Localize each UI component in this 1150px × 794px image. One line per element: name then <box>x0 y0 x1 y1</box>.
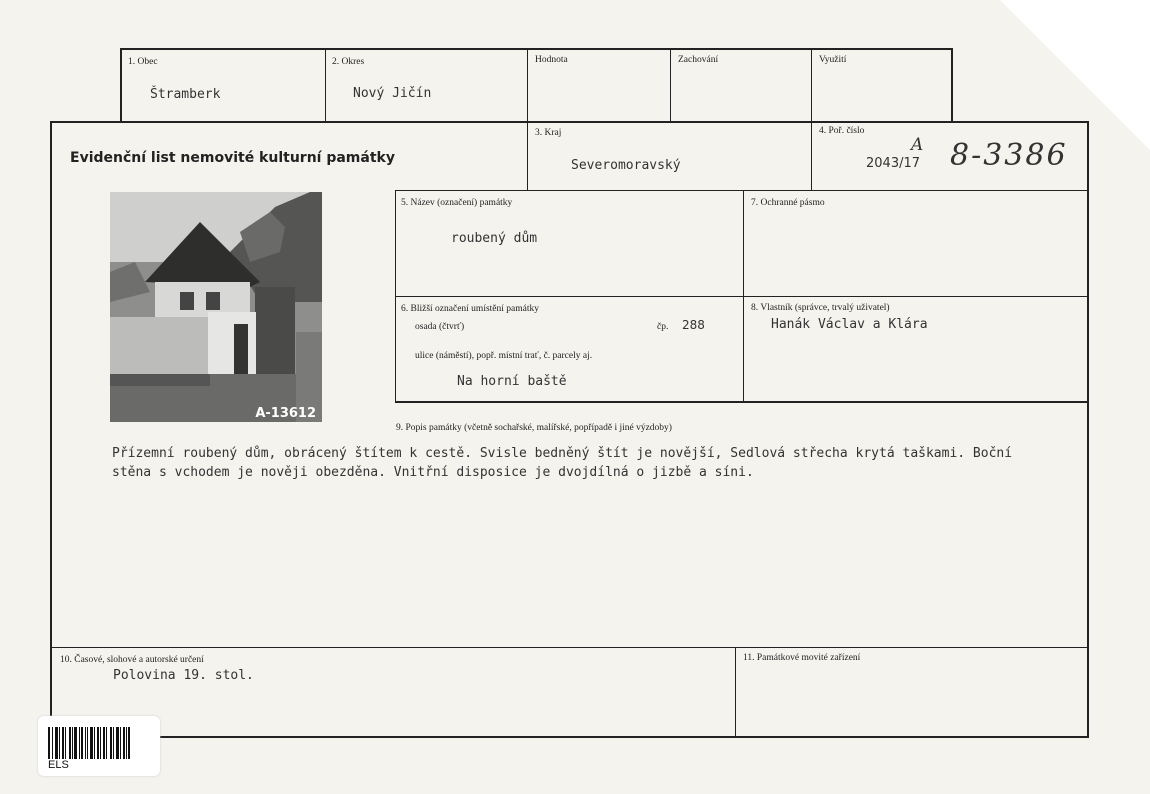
label-vlastnik: 8. Vlastník (správce, trvalý uživatel) <box>751 303 890 313</box>
value-vlastnik: Hanák Václav a Klára <box>771 317 928 332</box>
value-cp: 288 <box>682 318 705 332</box>
label-kraj: 3. Kraj <box>535 128 562 138</box>
house-photo-image <box>110 192 322 422</box>
label-movite: 11. Památkové movité zařízení <box>743 653 861 663</box>
rule <box>50 647 1089 648</box>
barcode-icon <box>48 727 148 759</box>
value-obec: Štramberk <box>150 87 221 102</box>
rule <box>325 48 326 123</box>
value-okres: Nový Jičín <box>353 86 432 101</box>
label-casove: 10. Časové, slohové a autorské určení <box>60 655 204 665</box>
label-hodnota: Hodnota <box>535 55 568 65</box>
label-zachovani: Zachování <box>678 55 719 65</box>
rule <box>50 121 1089 123</box>
rule <box>527 48 528 191</box>
value-popis-line2: stěna s vchodem je nověji obezděna. Vnitřní disposice je dvojdílná o jizbě a síni. <box>112 465 754 480</box>
value-casove: Polovina 19. stol. <box>113 668 254 683</box>
rule <box>120 48 953 50</box>
label-ulice: ulice (náměstí), popř. místní trať, č. parcely aj. <box>415 351 593 361</box>
rule <box>50 736 1089 738</box>
rule <box>811 48 812 191</box>
rule <box>395 190 1089 191</box>
label-cp: čp. <box>657 322 669 332</box>
value-kraj: Severomoravský <box>571 158 681 173</box>
barcode-sticker <box>38 716 160 776</box>
label-osada: osada (čtvrť) <box>415 322 465 332</box>
value-por-cislo-handwritten: 8-3386 <box>950 138 1068 173</box>
form-title: Evidenční list nemovité kulturní památky <box>70 150 395 166</box>
label-ochranne-pasmo: 7. Ochranné pásmo <box>751 198 825 208</box>
value-nazev: roubený dům <box>451 231 538 246</box>
label-nazev: 5. Název (označení) památky <box>401 198 513 208</box>
label-vyuziti: Využití <box>819 55 847 65</box>
rule <box>670 48 671 121</box>
label-okres: 2. Okres <box>332 57 365 67</box>
label-popis: 9. Popis památky (včetně sochařské, malířské, popřípadě i jiné výzdoby) <box>396 423 672 433</box>
rule <box>735 647 736 736</box>
value-por-cislo: 2043/17 <box>866 156 921 171</box>
rule <box>120 48 122 123</box>
label-obec: 1. Obec <box>128 57 158 67</box>
photo-caption: A-13612 <box>255 406 316 421</box>
house-photo <box>110 192 322 422</box>
rule <box>395 401 1089 403</box>
rule <box>1087 121 1089 736</box>
label-por-cislo: 4. Poř. číslo <box>819 126 865 136</box>
rule <box>951 48 953 121</box>
value-ulice: Na horní baště <box>457 374 567 389</box>
value-popis-line1: Přízemní roubený dům, obrácený štítem k cestě. Svisle bedněný štít je novější, Sedlová střecha krytá taškami. Boční <box>112 446 1013 461</box>
label-blizsi: 6. Bližší označení umístění památky <box>401 304 539 314</box>
rule <box>395 296 1089 297</box>
barcode-label: ELS <box>48 759 69 771</box>
paper-corner-cut <box>1000 0 1150 150</box>
value-por-cislo-letter: A <box>911 135 924 155</box>
